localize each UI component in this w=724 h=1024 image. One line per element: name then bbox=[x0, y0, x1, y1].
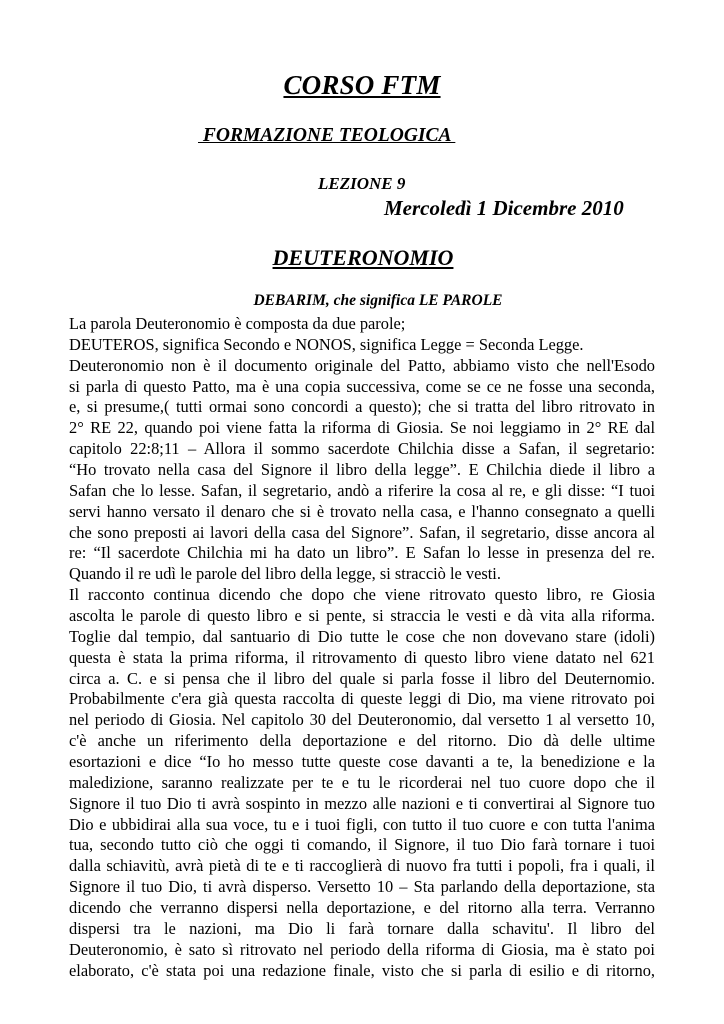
body-line: c'è anche un riferimento della deportazione e del ritorno. Dio dà delle ultime bbox=[69, 731, 655, 751]
body-line: ascolta le parole di questo libro e si pente, si straccia le vesti e dà vita alla riforma. bbox=[69, 606, 655, 626]
body-line: Toglie dal tempio, dal santuario di Dio tutte le cose che non dovevano stare (idoli) bbox=[69, 626, 655, 646]
body-line: Dio e ubbidirai alla sua voce, tu e i tuoi figli, con tutto il tuo cuore e con tutta l'anima bbox=[69, 814, 655, 834]
body-line: esortazioni e dice “Io ho messo tutte queste cose davanti a te, la benedizione e la bbox=[69, 752, 655, 772]
body-line: “Ho trovato nella casa del Signore il libro della legge”. E Chilchia diede il libro a bbox=[69, 460, 655, 480]
body-line: Safan che lo lesse. Safan, il segretario, andò a riferire la cosa al re, e gli disse: “I tuoi bbox=[69, 480, 655, 500]
body-line: dispersi tra le nazioni, ma Dio li farà tornare dalla schavitu'. Il libro del bbox=[69, 918, 655, 938]
section-heading: DEUTERONOMIO bbox=[272, 245, 454, 270]
section-subheading: DEBARIM, che significa LE PAROLE bbox=[253, 292, 503, 309]
body-line: servi hanno versato il denaro che si è trovato nella casa, e l'hanno consegnato a quelli bbox=[69, 501, 655, 521]
body-line: Signore il tuo Dio ti avrà sospinto in mezzo alle nazioni e ti convertirai al Signore tuo bbox=[69, 793, 655, 813]
body-line: Il racconto continua dicendo che dopo che viene ritrovato questo libro, re Giosia bbox=[69, 585, 655, 605]
body-line: che sono preposti ai lavori della casa del Signore”. Safan, il segretario, disse ancora al bbox=[69, 522, 655, 542]
body-line: circa a. C. e si pensa che il libro del quale si parla fosse il libro del Deuternomio. bbox=[69, 668, 655, 688]
body-line: Quando il re udì le parole del libro della legge, si stracciò le vesti. bbox=[69, 564, 501, 584]
body-line: re: “Il sacerdote Chilchia mi ha dato un libro”. E Safan lo lesse in presenza del re. bbox=[69, 543, 655, 563]
body-line: 2° RE 22, quando poi viene fatta la riforma di Giosia. Se noi leggiamo in 2° RE dal bbox=[69, 418, 655, 438]
body-line: tua, secondo tutto ciò che oggi ti comando, il Signore, il tuo Dio farà tornare i tuoi bbox=[69, 835, 655, 855]
document-subtitle: FORMAZIONE TEOLOGICA bbox=[198, 125, 456, 146]
body-line: DEUTEROS, significa Secondo e NONOS, significa Legge = Seconda Legge. bbox=[69, 334, 584, 354]
body-line: Signore il tuo Dio, ti avrà disperso. Versetto 10 – Sta parlando della deportazione, sta bbox=[69, 877, 655, 897]
lesson-number: LEZIONE 9 bbox=[318, 174, 406, 193]
lesson-date: Mercoledì 1 Dicembre 2010 bbox=[384, 196, 624, 220]
body-line: e, si presume,( tutti ormai sono concordi a questo); che si tratta del libro ritrovato in bbox=[69, 397, 655, 417]
body-line: maledizione, saranno realizzate per te e tu le ricorderai nel tuo cuore dopo che il bbox=[69, 772, 655, 792]
body-line: Deuteronomio non è il documento originale del Patto, abbiamo visto che nell'Esodo bbox=[69, 355, 655, 375]
document-title: CORSO FTM bbox=[283, 70, 441, 100]
body-line: Probabilmente c'era già questa raccolta di queste leggi di Dio, ma viene ritrovato poi bbox=[69, 689, 655, 709]
body-line: elaborato, c'è stata poi una redazione finale, visto che si parla di esilio e di ritorno, bbox=[69, 960, 655, 980]
body-line: dalla schiavitù, avrà pietà di te e ti raccoglierà di nuovo fra tutti i popoli, fra i quali, il bbox=[69, 856, 655, 876]
body-line: nel periodo di Giosia. Nel capitolo 30 del Deuteronomio, dal versetto 1 al versetto 10, bbox=[69, 710, 655, 730]
body-line: La parola Deuteronomio è composta da due parole; bbox=[69, 314, 406, 333]
body-line: questa è stata la prima riforma, il ritrovamento di questo libro viene datato nel 621 bbox=[69, 647, 655, 667]
body-line: Deuteronomio, è sato sì ritrovato nel periodo della riforma di Giosia, ma è stato poi bbox=[69, 939, 655, 959]
body-line: si parla di questo Patto, ma è una copia successiva, come se ce ne fosse una seconda, bbox=[69, 376, 655, 396]
body-line: dicendo che verranno dispersi nella deportazione, e del ritorno alla terra. Verranno bbox=[69, 898, 655, 918]
body-line: capitolo 22:8;11 – Allora il sommo sacerdote Chilchia disse a Safan, il segretario: bbox=[69, 439, 655, 459]
body-text bbox=[69, 314, 655, 982]
